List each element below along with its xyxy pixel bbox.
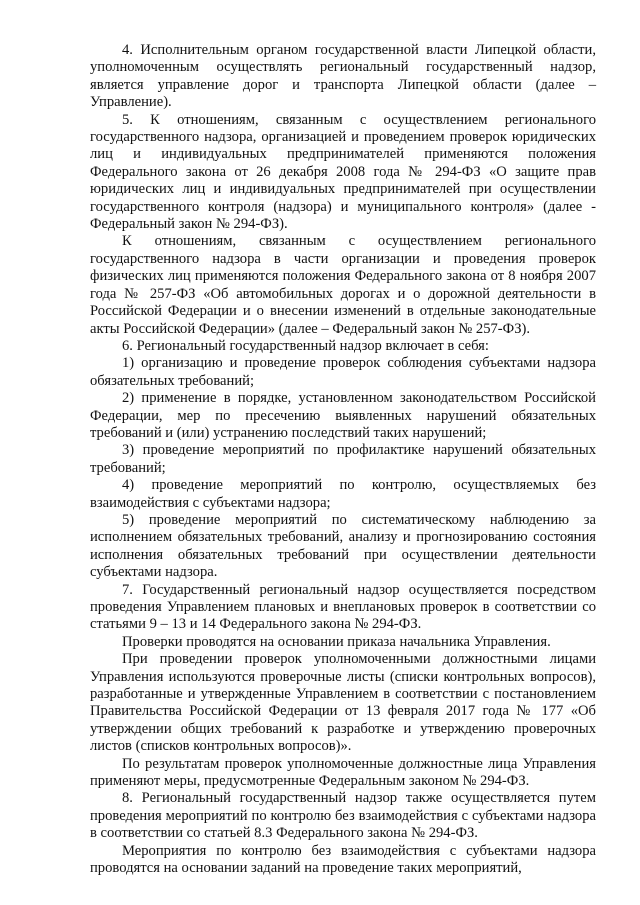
paragraph-control-measures: Мероприятия по контролю без взаимодействия с субъектами надзора проводятся на основании заданий на проведение таких мероприятий,	[90, 842, 596, 877]
document-page	[90, 42, 596, 878]
list-item-4: 4) проведение мероприятий по контролю, осуществляемых без взаимодействия с субъектами надзора;	[90, 477, 596, 511]
paragraph-6-supervision-includes: 6. Региональный государственный надзор включает в себя:	[122, 337, 489, 354]
paragraph-inspection-order: Проверки проводятся на основании приказа начальника Управления.	[122, 633, 551, 650]
paragraph-federal-law-257: К отношениям, связанным с осуществлением регионального государственного надзора в части организации и проведения проверок физических лиц применяются положения Федерального закона от 8 ноября 2007 года № 257-ФЗ «Об автомобильных дорогах и о дорожной деятельности в Российской Федерации и о внесении изменений в отдельные законодательные акты Российской Федерации» (далее – Федеральный закон № 257-ФЗ).	[90, 233, 596, 337]
list-item-5: 5) проведение мероприятий по систематическому наблюдению за исполнением обязательных требований, анализу и прогнозированию состояния исполнения обязательных требований при осуществлении деятельности субъектами надзора.	[90, 511, 596, 581]
list-item-1: 1) организацию и проведение проверок соблюдения субъектами надзора обязательных требований;	[90, 355, 596, 389]
paragraph-inspection-results: По результатам проверок уполномоченные должностные лица Управления применяют меры, предусмотренные Федеральным законом № 294-ФЗ.	[90, 755, 596, 790]
list-item-2: 2) применение в порядке, установленном законодательством Российской Федерации, мер по пресечению выявленных нарушений обязательных требований и (или) устранению последствий таких нарушений;	[90, 390, 596, 441]
paragraph-checklists: При проведении проверок уполномоченными должностными лицами Управления используются проверочные листы (списки контрольных вопросов), разработанные и утвержденные Управлением в соответствии с постановлением Правительства Российской Федерации от 13 февраля 2017 года № 177 «Об утверждении общих требований к разработке и утверждению проверочных листов (списков контрольных вопросов)».	[90, 651, 596, 755]
paragraph-5-federal-law-294: 5. К отношениям, связанным с осуществлением регионального государственного надзора, организацией и проведением проверок юридических лиц и индивидуальных предпринимателей применяются положения Федерального закона от 26 декабря 2008 года № 294-ФЗ «О защите прав юридических лиц и индивидуальных предпринимателей при осуществлении государственного контроля (надзора) и муниципального контроля» (далее - Федеральный закон № 294-ФЗ).	[90, 111, 596, 233]
paragraph-7-inspections: 7. Государственный региональный надзор осуществляется посредством проведения Управлением плановых и внеплановых проверок в соответствии со статьями 9 – 13 и 14 Федерального закона № 294-ФЗ.	[90, 581, 596, 633]
paragraph-4-executive-body: 4. Исполнительным органом государственной власти Липецкой области, уполномоченным осуществлять региональный государственный надзор, является управление дорог и транспорта Липецкой области (далее – Управление).	[90, 42, 596, 111]
paragraph-8-no-interaction: 8. Региональный государственный надзор также осуществляется путем проведения мероприятий по контролю без взаимодействия с субъектами надзора в соответствии со статьей 8.3 Федерального закона № 294-ФЗ.	[90, 790, 596, 842]
list-item-3: 3) проведение мероприятий по профилактике нарушений обязательных требований;	[90, 442, 596, 476]
